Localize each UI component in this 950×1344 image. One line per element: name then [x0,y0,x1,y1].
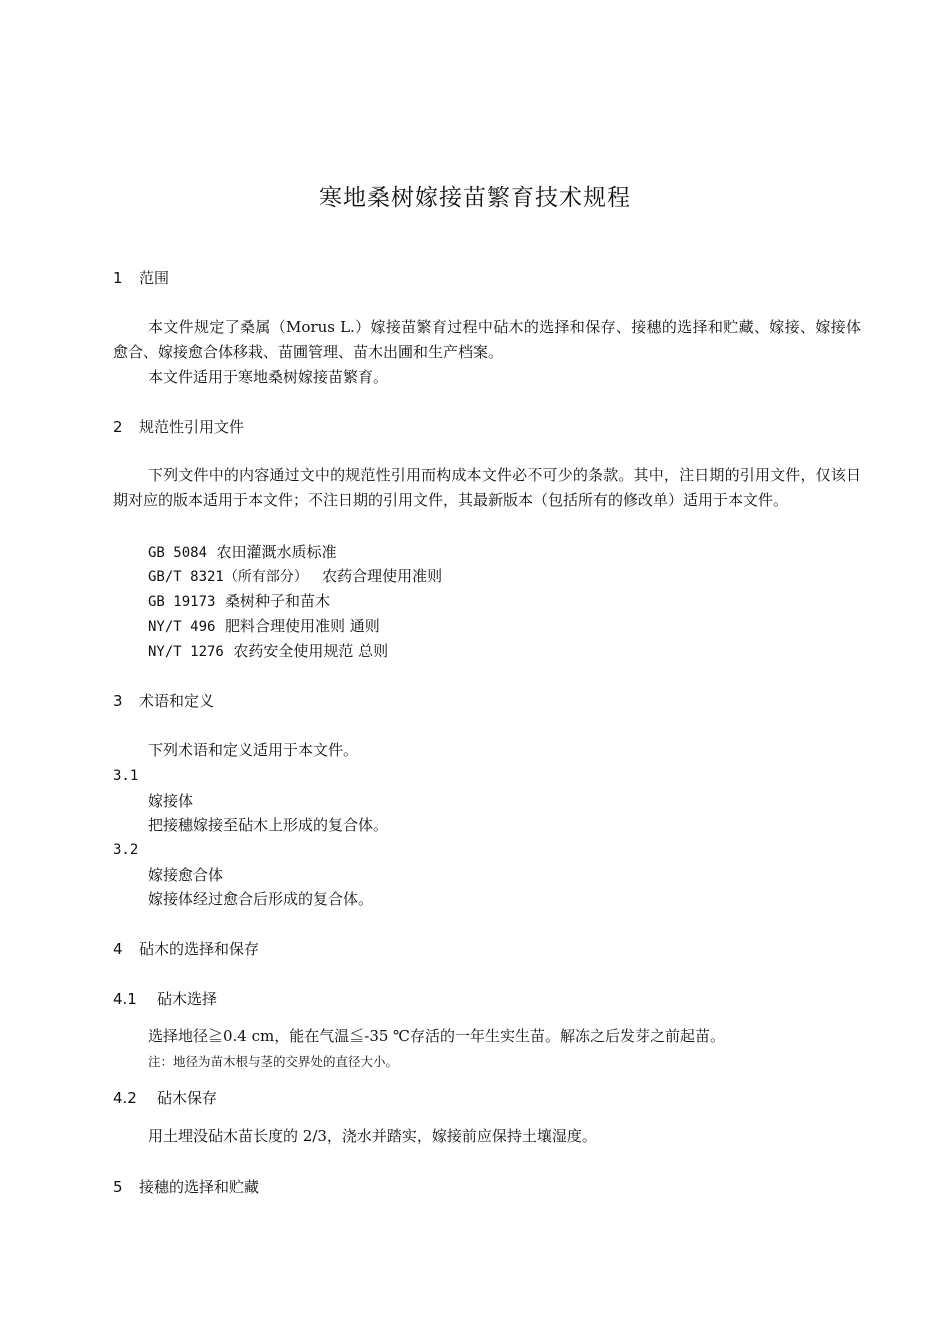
section-title: 接穗的选择和贮藏 [139,1178,260,1196]
term-number: 3.2 [113,842,139,858]
reference-item [148,641,388,662]
reference-code: GB 19173 [148,594,216,610]
section-title: 砧木的选择和保存 [139,940,260,958]
reference-code: NY/T 1276 [148,644,224,660]
reference-name: 农药安全使用规范 总则 [233,642,389,660]
term-definition: 嫁接体经过愈合后形成的复合体。 [148,890,374,908]
reference-name: 农药合理使用准则 [322,567,443,585]
section-number: 4 [113,940,123,958]
reference-code: NY/T 496 [148,619,216,635]
section-1-paragraph: 本文件规定了桑属（Morus L.）嫁接苗繁育过程中砧木的选择和保存、接穗的选择和贮藏、嫁接、嫁接体愈合、嫁接愈合体移栽、苗圃管理、苗木出圃和生产档案。 [113,318,861,361]
section-4-heading [113,939,259,959]
section-number: 3 [113,692,123,710]
section-title: 术语和定义 [139,692,215,710]
section-3-paragraph: 下列术语和定义适用于本文件。 [148,741,359,759]
subsection-title: 砧木保存 [157,1089,218,1107]
reference-item [148,542,337,563]
reference-item [148,616,380,637]
note: 注：地径为苗木根与茎的交界处的直径大小。 [148,1054,399,1069]
section-number: 1 [113,269,123,287]
subsection-4-2-heading [113,1088,217,1108]
section-number: 5 [113,1178,123,1196]
section-3-heading [113,691,214,711]
term-name: 嫁接愈合体 [148,866,224,884]
reference-item [148,566,442,587]
section-title: 范围 [139,269,170,287]
section-5-heading [113,1177,259,1197]
section-2-paragraph: 下列文件中的内容通过文中的规范性引用而构成本文件必不可少的条款。其中，注日期的引用文件，仅该日期对应的版本适用于本文件；不注日期的引用文件，其最新版本（包括所有的修改单）适用于本文件。 [113,466,861,509]
subsection-4-1-heading [113,989,217,1009]
subsection-number: 4.1 [113,990,137,1008]
term-definition: 把接穗嫁接至砧木上形成的复合体。 [148,816,389,834]
reference-name: 桑树种子和苗木 [224,592,330,610]
section-2-heading [113,417,244,437]
document-title: 寒地桑树嫁接苗繁育技术规程 [319,185,631,211]
reference-name: 肥料合理使用准则 通则 [224,617,380,635]
subsection-number: 4.2 [113,1089,137,1107]
subsection-4-1-paragraph: 选择地径≧0.4 cm，能在气温≦-35 ℃存活的一年生实生苗。解冻之后发芽之前起苗。 [148,1027,725,1045]
subsection-title: 砧木选择 [157,990,218,1008]
reference-item [148,591,330,612]
term-number: 3.1 [113,768,139,784]
term-name: 嫁接体 [148,792,194,810]
reference-code: GB 5084 [148,545,208,561]
section-title: 规范性引用文件 [139,418,245,436]
section-number: 2 [113,418,123,436]
section-1-scope-paragraph: 本文件适用于寒地桑树嫁接苗繁育。 [148,368,389,386]
section-1-heading [113,268,169,288]
subsection-4-2-paragraph: 用土埋没砧木苗长度的 2/3，浇水并踏实，嫁接前应保持土壤湿度。 [148,1127,597,1145]
reference-code: GB/T 8321（所有部分） [148,569,308,585]
reference-name: 农田灌溉水质标准 [216,543,337,561]
